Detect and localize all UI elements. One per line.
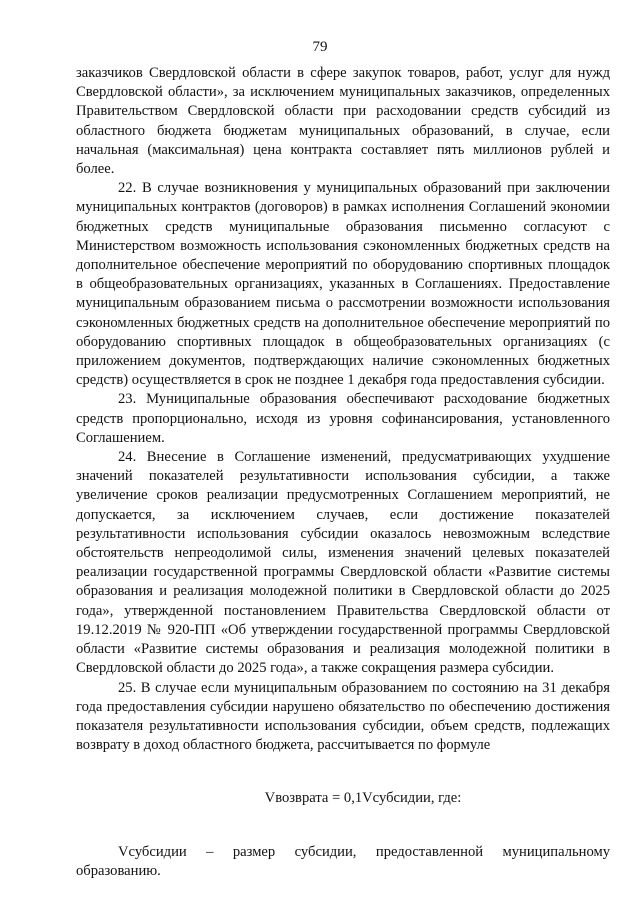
paragraph-continuation: заказчиков Свердловской области в сфере закупок товаров, работ, услуг для нужд Свердловской области», за исключением муниципальных заказчиков, определенных Правительством Свердловской области при расходовании средств субсидий из областного бюджета бюджетам муниципальных образований, в случае, если начальная (максимальная) цена контракта составляет пять миллионов рублей и более. <box>76 65 610 178</box>
paragraph-24: 24. Внесение в Соглашение изменений, предусматривающих ухудшение значений показателей результативности использования субсидии, а также увеличение сроков реализации предусмотренных Соглашением мероприятий, не допускается, за исключением случаев, если достижение показателей результативности использования субсидии оказалось невозможным вследствие обстоятельств непреодолимой силы, изменения значений целевых показателей реализации государственной программы Свердловской области «Развитие системы образования и реализация молодежной политики в Свердловской области до 2025 года», утвержденной постановлением Правительства Свердловской области от 19.12.2019 № 920-ПП «Об утверждении государственной программы Свердловской области «Развитие системы образования и реализация молодежной политики в Свердловской области до 2025 года», а также сокращения размера субсидии. <box>76 449 610 677</box>
formula: Vвозврата = 0,1Vсубсидии, где: <box>264 790 462 807</box>
formula-definition: Vсубсидии – размер субсидии, предоставленной муниципальному образованию. <box>76 843 610 879</box>
paragraph-25: 25. В случае если муниципальным образованием по состоянию на 31 декабря года предоставления субсидии нарушено обязательство по обеспечению достижения показателя результативности использования субсидии, объем средств, подлежащих возврату в доход областного бюджета, рассчитывается по формуле <box>76 679 610 754</box>
page-number: 79 <box>312 39 328 55</box>
document-body <box>76 64 610 881</box>
paragraph-22: 22. В случае возникновения у муниципальных образований при заключении муниципальных контрактов (договоров) в рамках исполнения Соглашений экономии бюджетных средств муниципальные образования письменно согласуют с Министерством возможность использования сэкономленных бюджетных средств на дополнительное обеспечение мероприятий по оборудованию спортивных площадок в общеобразовательных организациях, указанных в Соглашениях. Предоставление муниципальным образованием письма о рассмотрении возможности использования сэкономленных бюджетных средств на дополнительное обеспечение мероприятий по оборудованию спортивных площадок в общеобразовательных организациях (с приложением документов, подтверждающих наличие сэкономленных бюджетных средств) осуществляется в срок не позднее 1 декабря года предоставления субсидии. <box>76 180 610 389</box>
paragraph-23: 23. Муниципальные образования обеспечивают расходование бюджетных средств пропорционально, исходя из уровня софинансирования, установленного Соглашением. <box>76 391 610 446</box>
